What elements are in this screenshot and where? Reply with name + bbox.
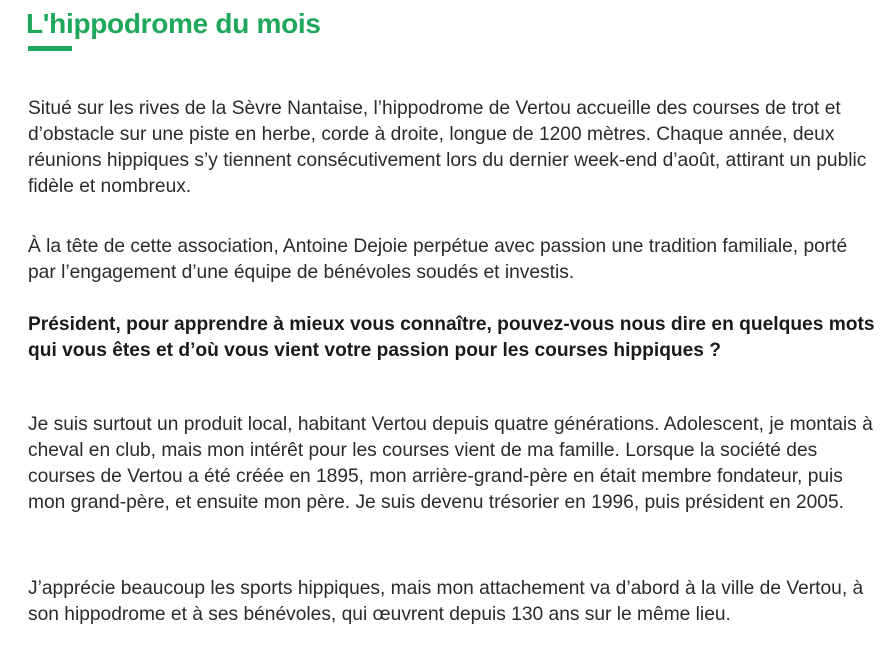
intro-paragraph: Situé sur les rives de la Sèvre Nantaise, l’hippodrome de Vertou accueille des courses de trot et d’obstacle sur une piste en herbe, corde à droite, longue de 1200 mètres. Chaque année, deux réunions hippiques s’y tiennent consécutivement lors du dernier week-end d’août, attirant un public fidèle et nombreux.	[28, 98, 867, 197]
page-title: L'hippodrome du mois	[26, 8, 321, 39]
title-underline	[28, 46, 72, 51]
answer-paragraph-2: J’apprécie beaucoup les sports hippiques, mais mon attachement va d’abord à la ville de Vertou, à son hippodrome et à ses bénévoles, qui œuvrent depuis 130 ans sur le même lieu.	[28, 578, 864, 625]
answer-paragraph-1: Je suis surtout un produit local, habitant Vertou depuis quatre générations. Adolescent, je montais à cheval en club, mais mon intérêt pour les courses vient de ma famille. Lorsque la société des courses de Vertou a été créée en 1895, mon arrière-grand-père en était membre fondateur, puis mon grand-père, et ensuite mon père. Je suis devenu trésorier en 1996, puis président en 2005.	[28, 414, 873, 513]
interview-question: Président, pour apprendre à mieux vous connaître, pouvez-vous nous dire en quelques mots qui vous êtes et d’où vous vient votre passion pour les courses hippiques ?	[28, 314, 875, 361]
association-paragraph: À la tête de cette association, Antoine Dejoie perpétue avec passion une tradition familiale, porté par l’engagement d’une équipe de bénévoles soudés et investis.	[28, 236, 848, 283]
